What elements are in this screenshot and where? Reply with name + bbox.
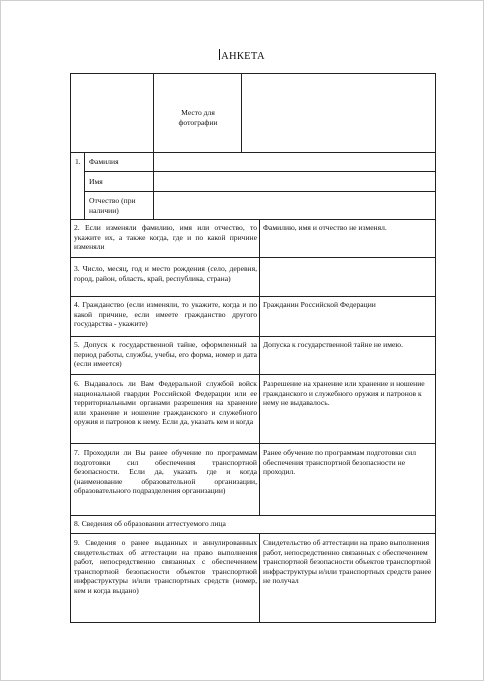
question-8-text: 8. Сведения об образовании аттестуемого лица <box>74 519 226 528</box>
text-cursor <box>219 49 220 60</box>
surname-label: Фамилия <box>89 157 119 166</box>
answer-7-text[interactable]: Ранее обучение по программам подготовки сил обеспечения транспортной безопасности не проходил. <box>263 448 416 477</box>
column-divider-upper <box>259 219 260 515</box>
row-divider <box>70 257 436 258</box>
row-divider <box>70 515 436 516</box>
row-divider <box>70 336 436 337</box>
answer-6-text[interactable]: Разрешение на хранение или хранение и ношение гражданского и служебного оружия и патронов к нему не выдавалось. <box>263 379 425 408</box>
question-2-text: 2. Если изменяли фамилию, имя или отчество, то укажите их, а также когда, где и по какой причине изменяли <box>74 223 257 252</box>
row-divider <box>70 533 436 534</box>
answer-4-text[interactable]: Гражданин Российской Федерации <box>263 300 376 309</box>
name-block-number: 1. <box>75 157 81 166</box>
answer-5-text[interactable]: Допуска к государственной тайне не имею. <box>263 340 403 349</box>
row-divider <box>70 374 436 375</box>
answer-2-text[interactable]: Фамилию, имя и отчество не изменял. <box>263 223 387 232</box>
name-label: Имя <box>89 177 103 186</box>
answer-3-text[interactable] <box>263 264 433 292</box>
question-6-text: 6. Выдавалось ли Вам Федеральной службой войск национальной гвардии Российской Федерации или ее территориальными органами разрешения на хранение или хранение и ношение гражданского и служебного оружия и патронов к нему. Если да, указать кем и когда <box>74 379 257 427</box>
column-divider-lower <box>259 533 260 623</box>
patronymic-label: Отчество (при наличии) <box>89 196 136 215</box>
surname-value-cell[interactable] <box>154 153 435 171</box>
question-5-text: 5. Допуск к государственной тайне, оформленный за период работы, службы, учебы, его форма, номер и дата (если имеется) <box>74 340 257 369</box>
photo-row <box>70 73 436 153</box>
document-title: АНКЕТА <box>221 51 265 62</box>
photo-divider-left <box>153 73 154 153</box>
question-4-text: 4. Гражданство (если изменяли, то укажите, когда и по какой причине, если имеете гражданство другого государства - укажите) <box>74 300 257 329</box>
patronymic-value-cell[interactable] <box>154 192 435 219</box>
photo-placeholder-label: Место для фотографии <box>178 108 218 127</box>
answer-9-text[interactable]: Свидетельство об аттестации на право выполнения работ, непосредственно связанных с обеспечением транспортной безопасности объектов транспортной инфраструктуры и/или транспортных средств ранее не получал <box>263 538 432 586</box>
row-divider <box>70 296 436 297</box>
question-7-text: 7. Проходили ли Вы ранее обучение по программам подготовки сил обеспечения транспортной безопасности. Если да, указать где и когда (наименование образовательной организации, образовательного подразделения организации) <box>74 448 257 496</box>
row-divider <box>70 443 436 444</box>
question-3-text: 3. Число, месяц, год и место рождения (село, деревня, город, район, область, край, республика, страна) <box>74 264 257 283</box>
photo-divider-right <box>241 73 242 153</box>
name-value-cell[interactable] <box>154 172 435 191</box>
question-9-text: 9. Сведения о ранее выданных и аннулированных свидетельствах об аттестации на право выполнения работ, непосредственно связанных с обеспечением транспортной безопасности объектов транспортной инфраструктуры и/или транспортных средств (номер, кем и когда выдано) <box>74 538 257 595</box>
name-number-divider <box>84 152 85 220</box>
